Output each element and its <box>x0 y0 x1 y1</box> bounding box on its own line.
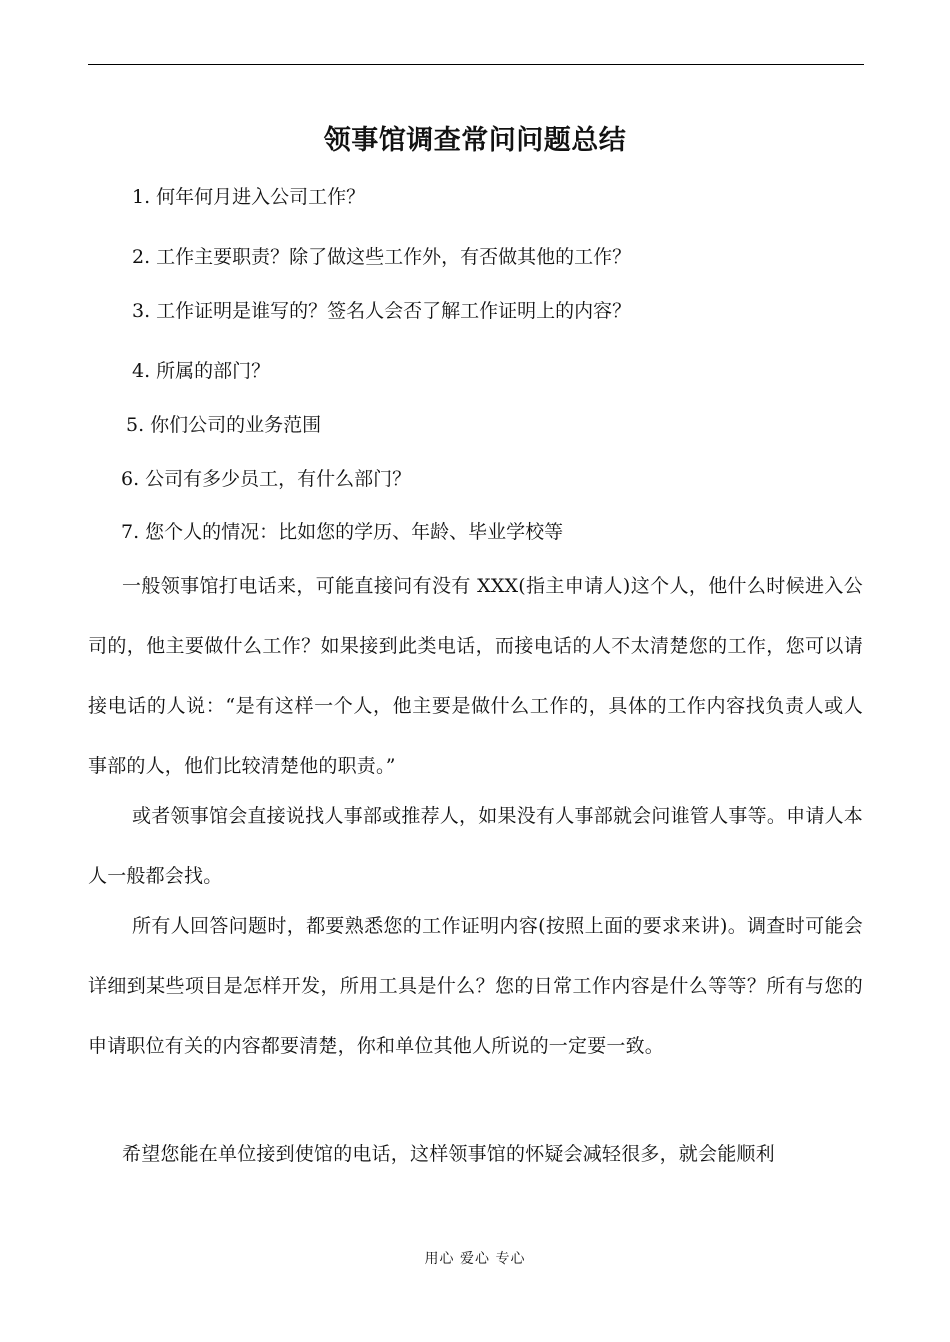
paragraph-hr-department: 或者领事馆会直接说找人事部或推荐人，如果没有人事部就会问谁管人事等。申请人本人一般都会找。 <box>88 805 863 887</box>
question-1: 1. 何年何月进入公司工作？ <box>132 186 366 208</box>
question-3: 3. 工作证明是谁写的？签名人会否了解工作证明上的内容？ <box>132 300 632 322</box>
question-2: 2. 工作主要职责？除了做这些工作外，有否做其他的工作？ <box>132 246 632 268</box>
page-footer: 用心 爱心 专心 <box>424 1251 526 1267</box>
paragraph-consulate-call: 一般领事馆打电话来，可能直接问有没有 XXX(指主申请人)这个人，他什么时候进入公司的，他主要做什么工作？如果接到此类电话，而接电话的人不太清楚您的工作，您可以请接电话的人说：“是有这样一个人，他主要是做什么工作的，具体的工作内容找负责人或人事部的人，他们比较清楚他的职责。” <box>88 575 863 777</box>
document-title: 领事馆调查常问问题总结 <box>323 125 627 156</box>
paragraph-hope: 希望您能在单位接到使馆的电话，这样领事馆的怀疑会减轻很多，就会能顺利 <box>122 1143 775 1165</box>
header-rule <box>88 64 864 65</box>
question-4: 4. 所属的部门？ <box>132 360 271 382</box>
question-7: 7. 您个人的情况：比如您的学历、年龄、毕业学校等 <box>121 521 564 543</box>
question-6: 6. 公司有多少员工，有什么部门？ <box>121 468 412 490</box>
question-5: 5. 你们公司的业务范围 <box>126 414 322 436</box>
paragraph-answer-consistency: 所有人回答问题时，都要熟悉您的工作证明内容(按照上面的要求来讲)。调查时可能会详细到某些项目是怎样开发，所用工具是什么？您的日常工作内容是什么等等？所有与您的申请职位有关的内容都要清楚，你和单位其他人所说的一定要一致。 <box>88 915 863 1057</box>
